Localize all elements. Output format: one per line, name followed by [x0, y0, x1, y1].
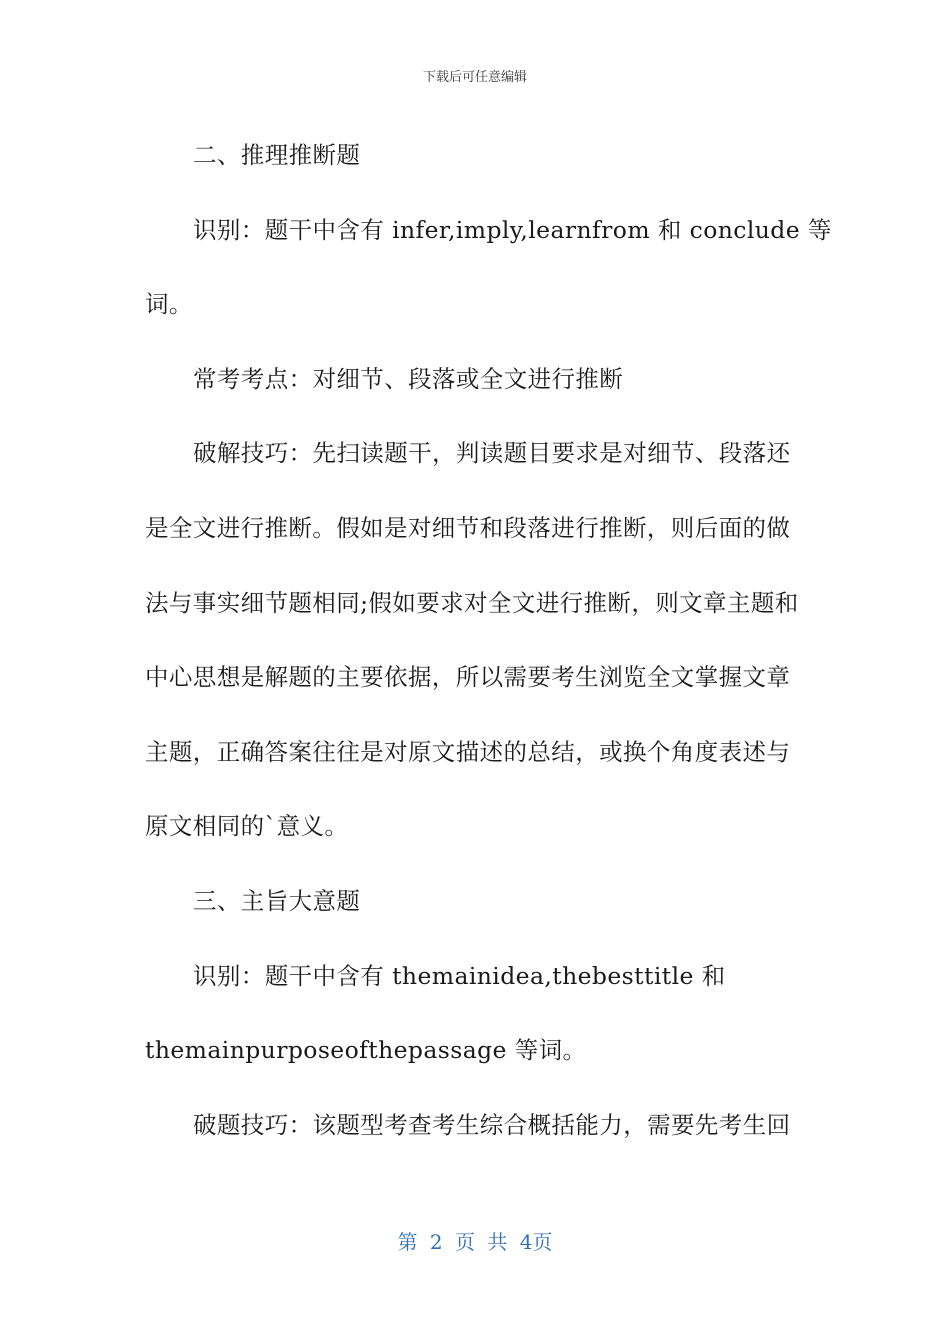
paragraph-line: 识别：题干中含有 infer,imply,learnfrom 和 conclude 等 — [193, 215, 832, 244]
paragraph-line: 词。 — [145, 290, 193, 319]
footer-label-ye: 页 — [455, 1230, 475, 1254]
paragraph-line: 中心思想是解题的主要依据，所以需要考生浏览全文掌握文章 — [145, 663, 791, 692]
page-header: 下载后可任意编辑 — [422, 70, 527, 85]
footer-label-gong: 共 — [487, 1230, 508, 1254]
paragraph-line: 原文相同的`意义。 — [145, 812, 349, 841]
footer-total-pages: 4页 — [519, 1230, 553, 1254]
paragraph-line: 主题，正确答案往往是对原文描述的总结，或换个角度表述与 — [145, 737, 791, 766]
document-body — [145, 118, 832, 1162]
section-heading-inference: 二、推理推断题 — [193, 141, 361, 169]
section-heading-main-idea: 三、主旨大意题 — [193, 886, 361, 915]
paragraph-line: 破解技巧：先扫读题干，判读题目要求是对细节、段落还 — [193, 439, 791, 468]
page-footer — [0, 1226, 950, 1255]
paragraph-line: 识别：题干中含有 themainidea,thebesttitle 和 — [193, 961, 726, 990]
footer-page-number: 2 — [429, 1230, 443, 1254]
paragraph-line: 常考考点：对细节、段落或全文进行推断 — [193, 364, 624, 393]
footer-label-di: 第 — [397, 1230, 418, 1254]
paragraph-line: 破题技巧：该题型考查考生综合概括能力，需要先考生回 — [193, 1110, 791, 1139]
paragraph-line: 法与事实细节题相同;假如要求对全文进行推断，则文章主题和 — [145, 588, 799, 617]
paragraph-line: 是全文进行推断。假如是对细节和段落进行推断，则后面的做 — [145, 513, 791, 542]
paragraph-line: themainpurposeofthepassage 等词。 — [145, 1036, 587, 1065]
